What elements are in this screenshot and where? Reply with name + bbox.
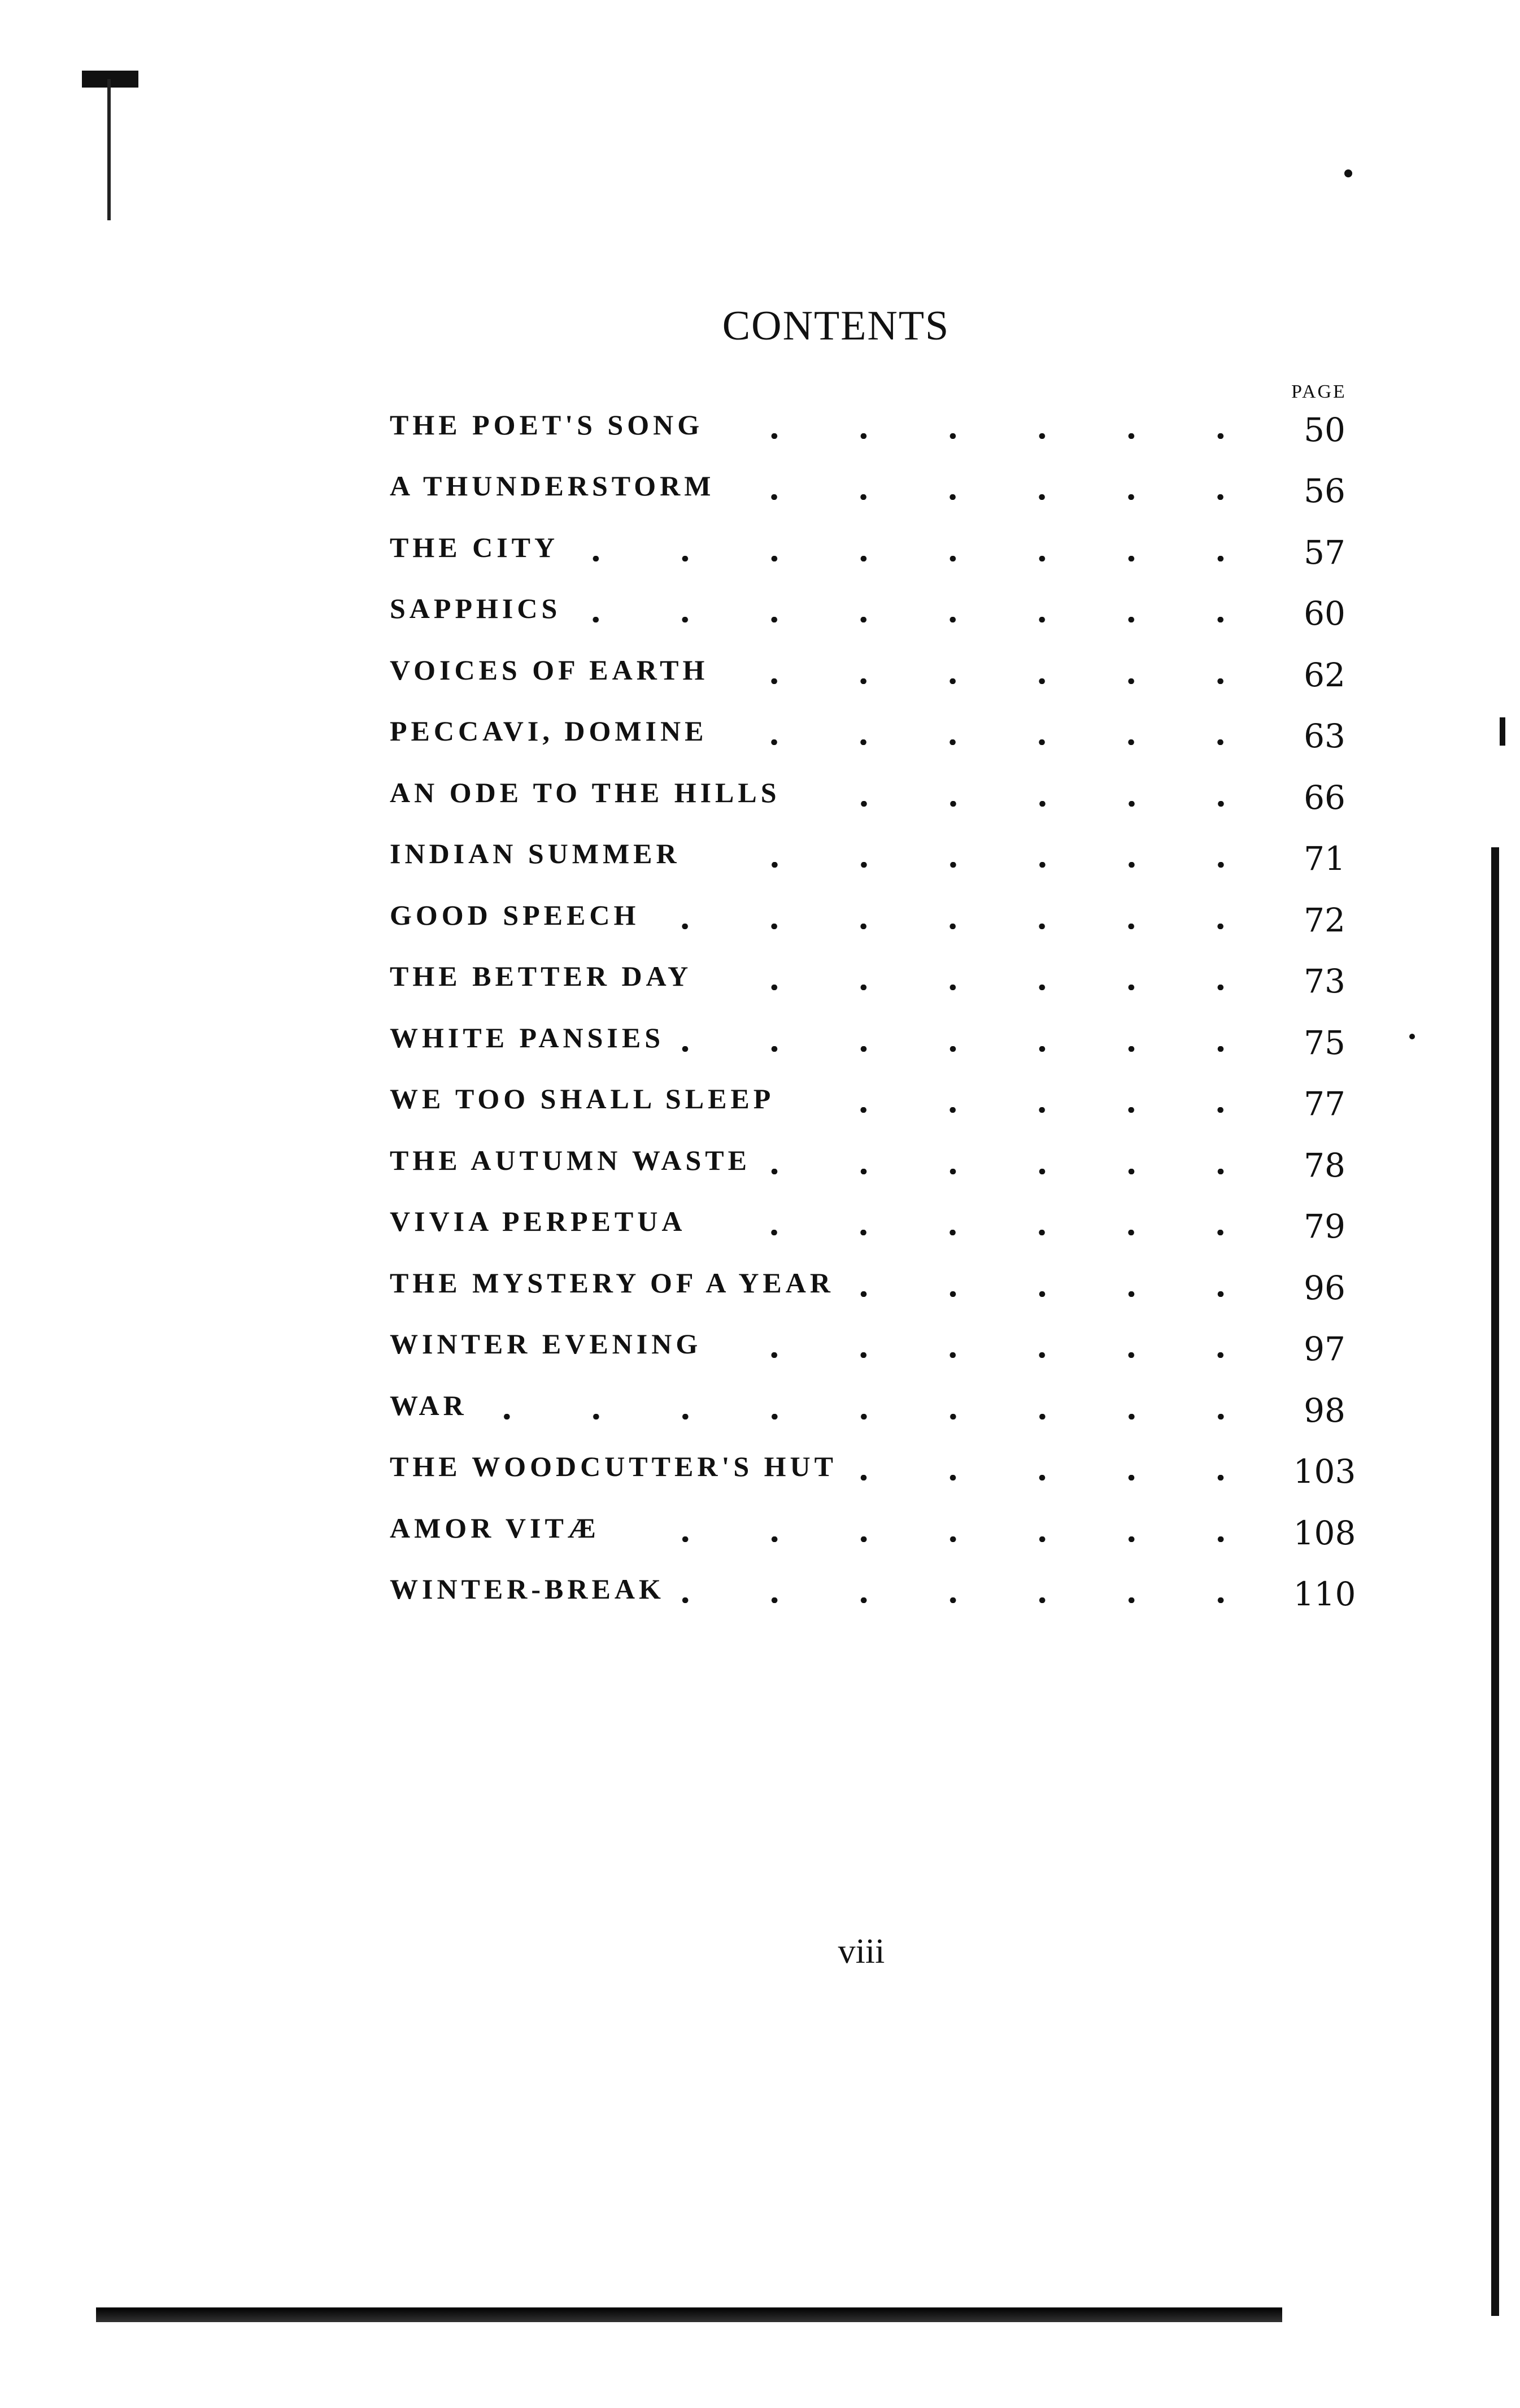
toc-entry-title: WE TOO SHALL SLEEP xyxy=(390,1083,775,1114)
toc-entry-page: 57 xyxy=(1304,533,1345,572)
toc-entry xyxy=(390,512,1361,574)
scan-edge-mark xyxy=(1491,847,1499,2316)
toc-entry xyxy=(390,880,1361,942)
toc-entry-title: GOOD SPEECH xyxy=(390,899,640,931)
contents-heading: CONTENTS xyxy=(722,303,950,349)
dot-leader xyxy=(705,985,1265,990)
toc-entry-title: WINTER EVENING xyxy=(390,1328,702,1360)
toc-entry-page: 96 xyxy=(1304,1268,1345,1307)
dot-leader xyxy=(699,1230,1265,1235)
toc-entry-title: THE POET'S SONG xyxy=(390,408,704,441)
dot-leader xyxy=(715,1352,1265,1358)
page-column-label: PAGE xyxy=(1291,381,1347,402)
toc-entry-page: 79 xyxy=(1304,1207,1345,1246)
toc-entry-page: 66 xyxy=(1304,778,1345,817)
toc-entry-title: WINTER-BREAK xyxy=(390,1573,665,1605)
toc-entry xyxy=(390,1554,1361,1616)
toc-entry-page: 72 xyxy=(1304,900,1345,939)
toc-entry-page: 63 xyxy=(1304,717,1345,755)
toc-entry xyxy=(390,1493,1361,1554)
toc-entry-title: AN ODE TO THE HILLS xyxy=(390,776,781,808)
toc-entry-title: PECCAVI, DOMINE xyxy=(390,715,708,747)
toc-entry-page: 108 xyxy=(1293,1513,1356,1552)
toc-entry-title: VOICES OF EARTH xyxy=(390,654,709,686)
toc-entry-page: 103 xyxy=(1293,1452,1356,1491)
dot-leader xyxy=(572,556,1265,561)
table-of-contents xyxy=(390,390,1361,1616)
toc-entry-title: AMOR VITÆ xyxy=(390,1512,600,1544)
dot-leader xyxy=(678,1597,1265,1603)
toc-entry-title: INDIAN SUMMER xyxy=(390,838,681,869)
dot-leader xyxy=(678,1046,1265,1052)
toc-entry xyxy=(390,1125,1361,1187)
dot-leader xyxy=(764,1169,1265,1174)
dot-leader xyxy=(613,1536,1265,1542)
toc-entry-title: THE AUTUMN WASTE xyxy=(390,1144,751,1176)
toc-entry-page: 62 xyxy=(1304,655,1345,694)
dot-leader xyxy=(728,494,1265,500)
toc-entry-title: SAPPHICS xyxy=(390,593,561,624)
toc-entry xyxy=(390,942,1361,1003)
toc-entry xyxy=(390,1370,1361,1432)
toc-entry-page: 97 xyxy=(1304,1330,1345,1368)
toc-entry-title: THE CITY xyxy=(390,531,559,563)
toc-entry xyxy=(390,819,1361,881)
toc-entry-title: A THUNDERSTORM xyxy=(390,470,715,502)
toc-entry xyxy=(390,574,1361,635)
toc-entry xyxy=(390,451,1361,513)
toc-entry xyxy=(390,1248,1361,1309)
toc-entry-page: 78 xyxy=(1304,1146,1345,1185)
toc-entry xyxy=(390,1432,1361,1493)
toc-entry-title: THE BETTER DAY xyxy=(390,960,693,992)
dot-leader xyxy=(794,801,1265,807)
toc-entry-page: 60 xyxy=(1304,594,1345,633)
toc-entry xyxy=(390,1064,1361,1126)
toc-entry-title: WAR xyxy=(390,1389,468,1421)
toc-entry-page: 77 xyxy=(1304,1085,1345,1123)
dot-leader xyxy=(722,678,1265,684)
toc-entry-page: 75 xyxy=(1304,1023,1345,1062)
toc-entry-title: WHITE PANSIES xyxy=(390,1021,665,1053)
dot-leader xyxy=(574,617,1265,622)
toc-entry-title: VIVIA PERPETUA xyxy=(390,1205,686,1237)
toc-entry xyxy=(390,635,1361,696)
toc-entry-page: 110 xyxy=(1293,1575,1356,1613)
toc-entry-page: 50 xyxy=(1304,410,1345,449)
toc-entry xyxy=(390,696,1361,758)
ink-speck xyxy=(1344,169,1352,177)
dot-leader xyxy=(694,862,1265,868)
toc-entry xyxy=(390,1309,1361,1371)
dot-leader xyxy=(653,924,1265,929)
toc-entry xyxy=(390,1187,1361,1248)
scan-edge-mark xyxy=(96,2307,1282,2322)
scan-edge-mark xyxy=(107,79,111,220)
toc-entry xyxy=(390,1003,1361,1064)
toc-entry-title: THE MYSTERY OF A YEAR xyxy=(390,1266,834,1299)
dot-leader xyxy=(481,1414,1265,1419)
toc-entry-page: 71 xyxy=(1304,839,1345,878)
dot-leader xyxy=(851,1475,1265,1480)
ink-speck xyxy=(1409,1034,1415,1039)
toc-entry-page: 73 xyxy=(1304,962,1345,1000)
toc-entry xyxy=(390,390,1361,451)
dot-leader xyxy=(721,739,1265,745)
toc-entry xyxy=(390,757,1361,819)
dot-leader xyxy=(848,1291,1265,1297)
dot-leader xyxy=(788,1107,1265,1113)
toc-entry-page: 98 xyxy=(1304,1391,1345,1430)
page-folio: viii xyxy=(838,1932,885,1971)
toc-entry-title: THE WOODCUTTER'S HUT xyxy=(390,1451,838,1482)
toc-entry-page: 56 xyxy=(1304,472,1345,510)
scan-edge-mark xyxy=(1500,717,1505,746)
dot-leader xyxy=(717,433,1265,439)
